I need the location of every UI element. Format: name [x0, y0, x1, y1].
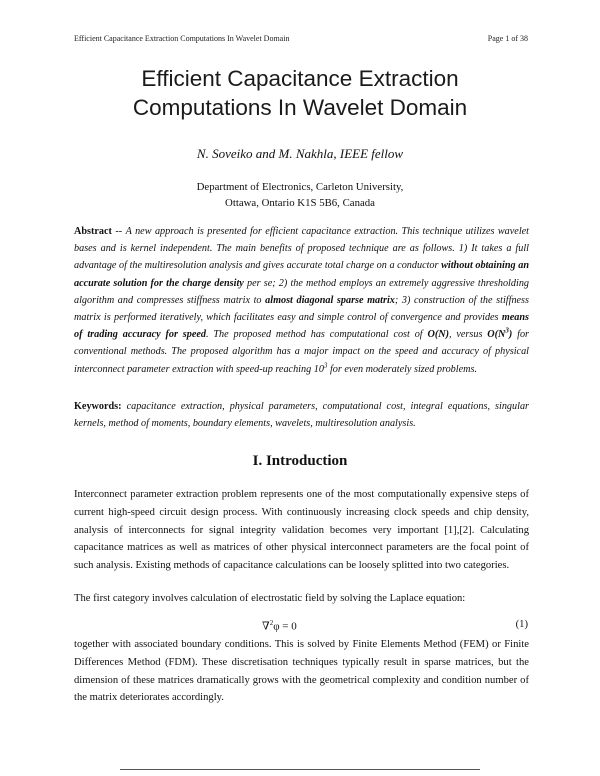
- abstract-text-3: ; 3) construction of the stiffness matrix is performed iteratively, which facilitates easy and simple control of convergence and provides: [74, 294, 529, 324]
- keywords: [74, 398, 529, 432]
- equation-body: φ = 0: [273, 620, 297, 633]
- equation-power: 2: [269, 619, 274, 627]
- complexity-exponent: 3: [505, 326, 509, 335]
- abstract-text-2: per se; 2) the method employs an extremely aggressive thresholding algorithm and compresses stiffness matrix to: [74, 277, 530, 306]
- abstract-complexity-on: O(N): [427, 329, 449, 341]
- abstract-text-5: , versus: [448, 329, 488, 341]
- intro-paragraph-3: together with associated boundary conditions. This is solved by Finite Elements Method (FEM) or Finite Differences Method (FDM). These discretisation techniques typically result in sparse matrices, but the dimension of these matrices dramatically grows with the geometrical complexity and condition number of the matrix deteriorates accordingly.: [74, 639, 529, 704]
- footer-rule: [120, 769, 480, 770]
- speedup-exponent: 3: [323, 361, 328, 370]
- abstract-emphasis-2: almost diagonal sparse matrix: [265, 294, 395, 306]
- abstract-text-7: for even moderately sized problems.: [327, 363, 477, 375]
- keywords-text: capacitance extraction, physical parameters, computational cost, integral equations, singular kernels, method of moments, boundary elements, wavelets, multiresolution analysis.: [74, 401, 529, 429]
- intro-paragraph-1: Interconnect parameter extraction problem represents one of the most computationally expensive steps of current high-speed circuit design process. With continuously increasing clock speeds and chip density, analysis of interconnects for signal integrity validation becomes very important [1],[2]. Calculating capacitance matrices as well as matrices of other physical interconnect parameters are the focal point of such analysis. Existing methods of capacitance calculations can be loosely splitted into two categories.: [74, 489, 529, 572]
- intro-paragraph-2: The first category involves calculation of electrostatic field by solving the Laplace equation:: [74, 593, 466, 604]
- abstract-text-1: A new approach is presented for efficient capacitance extraction. This technique utilizes wavelet bases and is kernel independent. The main benefits of proposed technique are as follows. 1) It takes a full advantage of the multiresolution analysis and gives accurate total charge on a conductor: [74, 226, 529, 272]
- laplace-equation: [262, 619, 297, 633]
- abstract-text-6: for conventional methods. The proposed algorithm has a major impact on the speed and accuracy of physical interconnect parameter extraction with speed-up reaching 10: [74, 329, 530, 375]
- keywords-label: Keywords:: [74, 401, 122, 412]
- abstract-text-4: . The proposed method has computational cost of: [206, 329, 428, 341]
- affiliation: [0, 179, 600, 211]
- equation-number: (1): [515, 619, 528, 630]
- abstract-label: Abstract: [74, 226, 112, 237]
- affiliation-line-1: Department of Electronics, Carleton University,: [196, 181, 404, 193]
- page-number: Page 1 of 38: [487, 34, 528, 43]
- nabla-symbol: ∇: [262, 620, 270, 633]
- complexity-base: O(N: [487, 329, 506, 341]
- abstract-dash: --: [111, 226, 126, 237]
- abstract-emphasis-1: without obtaining an accurate solution for the charge density: [74, 260, 529, 289]
- complexity-close: ): [508, 329, 513, 341]
- abstract: [74, 223, 529, 378]
- paper-title: [0, 64, 600, 122]
- running-title: Efficient Capacitance Extraction Computations In Wavelet Domain: [74, 34, 290, 43]
- title-line-1: Efficient Capacitance Extraction: [141, 66, 459, 91]
- section-heading-introduction: I. Introduction: [252, 453, 348, 469]
- title-line-2: Computations In Wavelet Domain: [132, 95, 468, 120]
- affiliation-line-2: Ottawa, Ontario K1S 5B6, Canada: [225, 197, 375, 209]
- authors: N. Soveiko and M. Nakhla, IEEE fellow: [196, 146, 404, 161]
- abstract-complexity-on3: [487, 326, 513, 341]
- abstract-emphasis-3: means of trading accuracy for speed: [74, 312, 529, 341]
